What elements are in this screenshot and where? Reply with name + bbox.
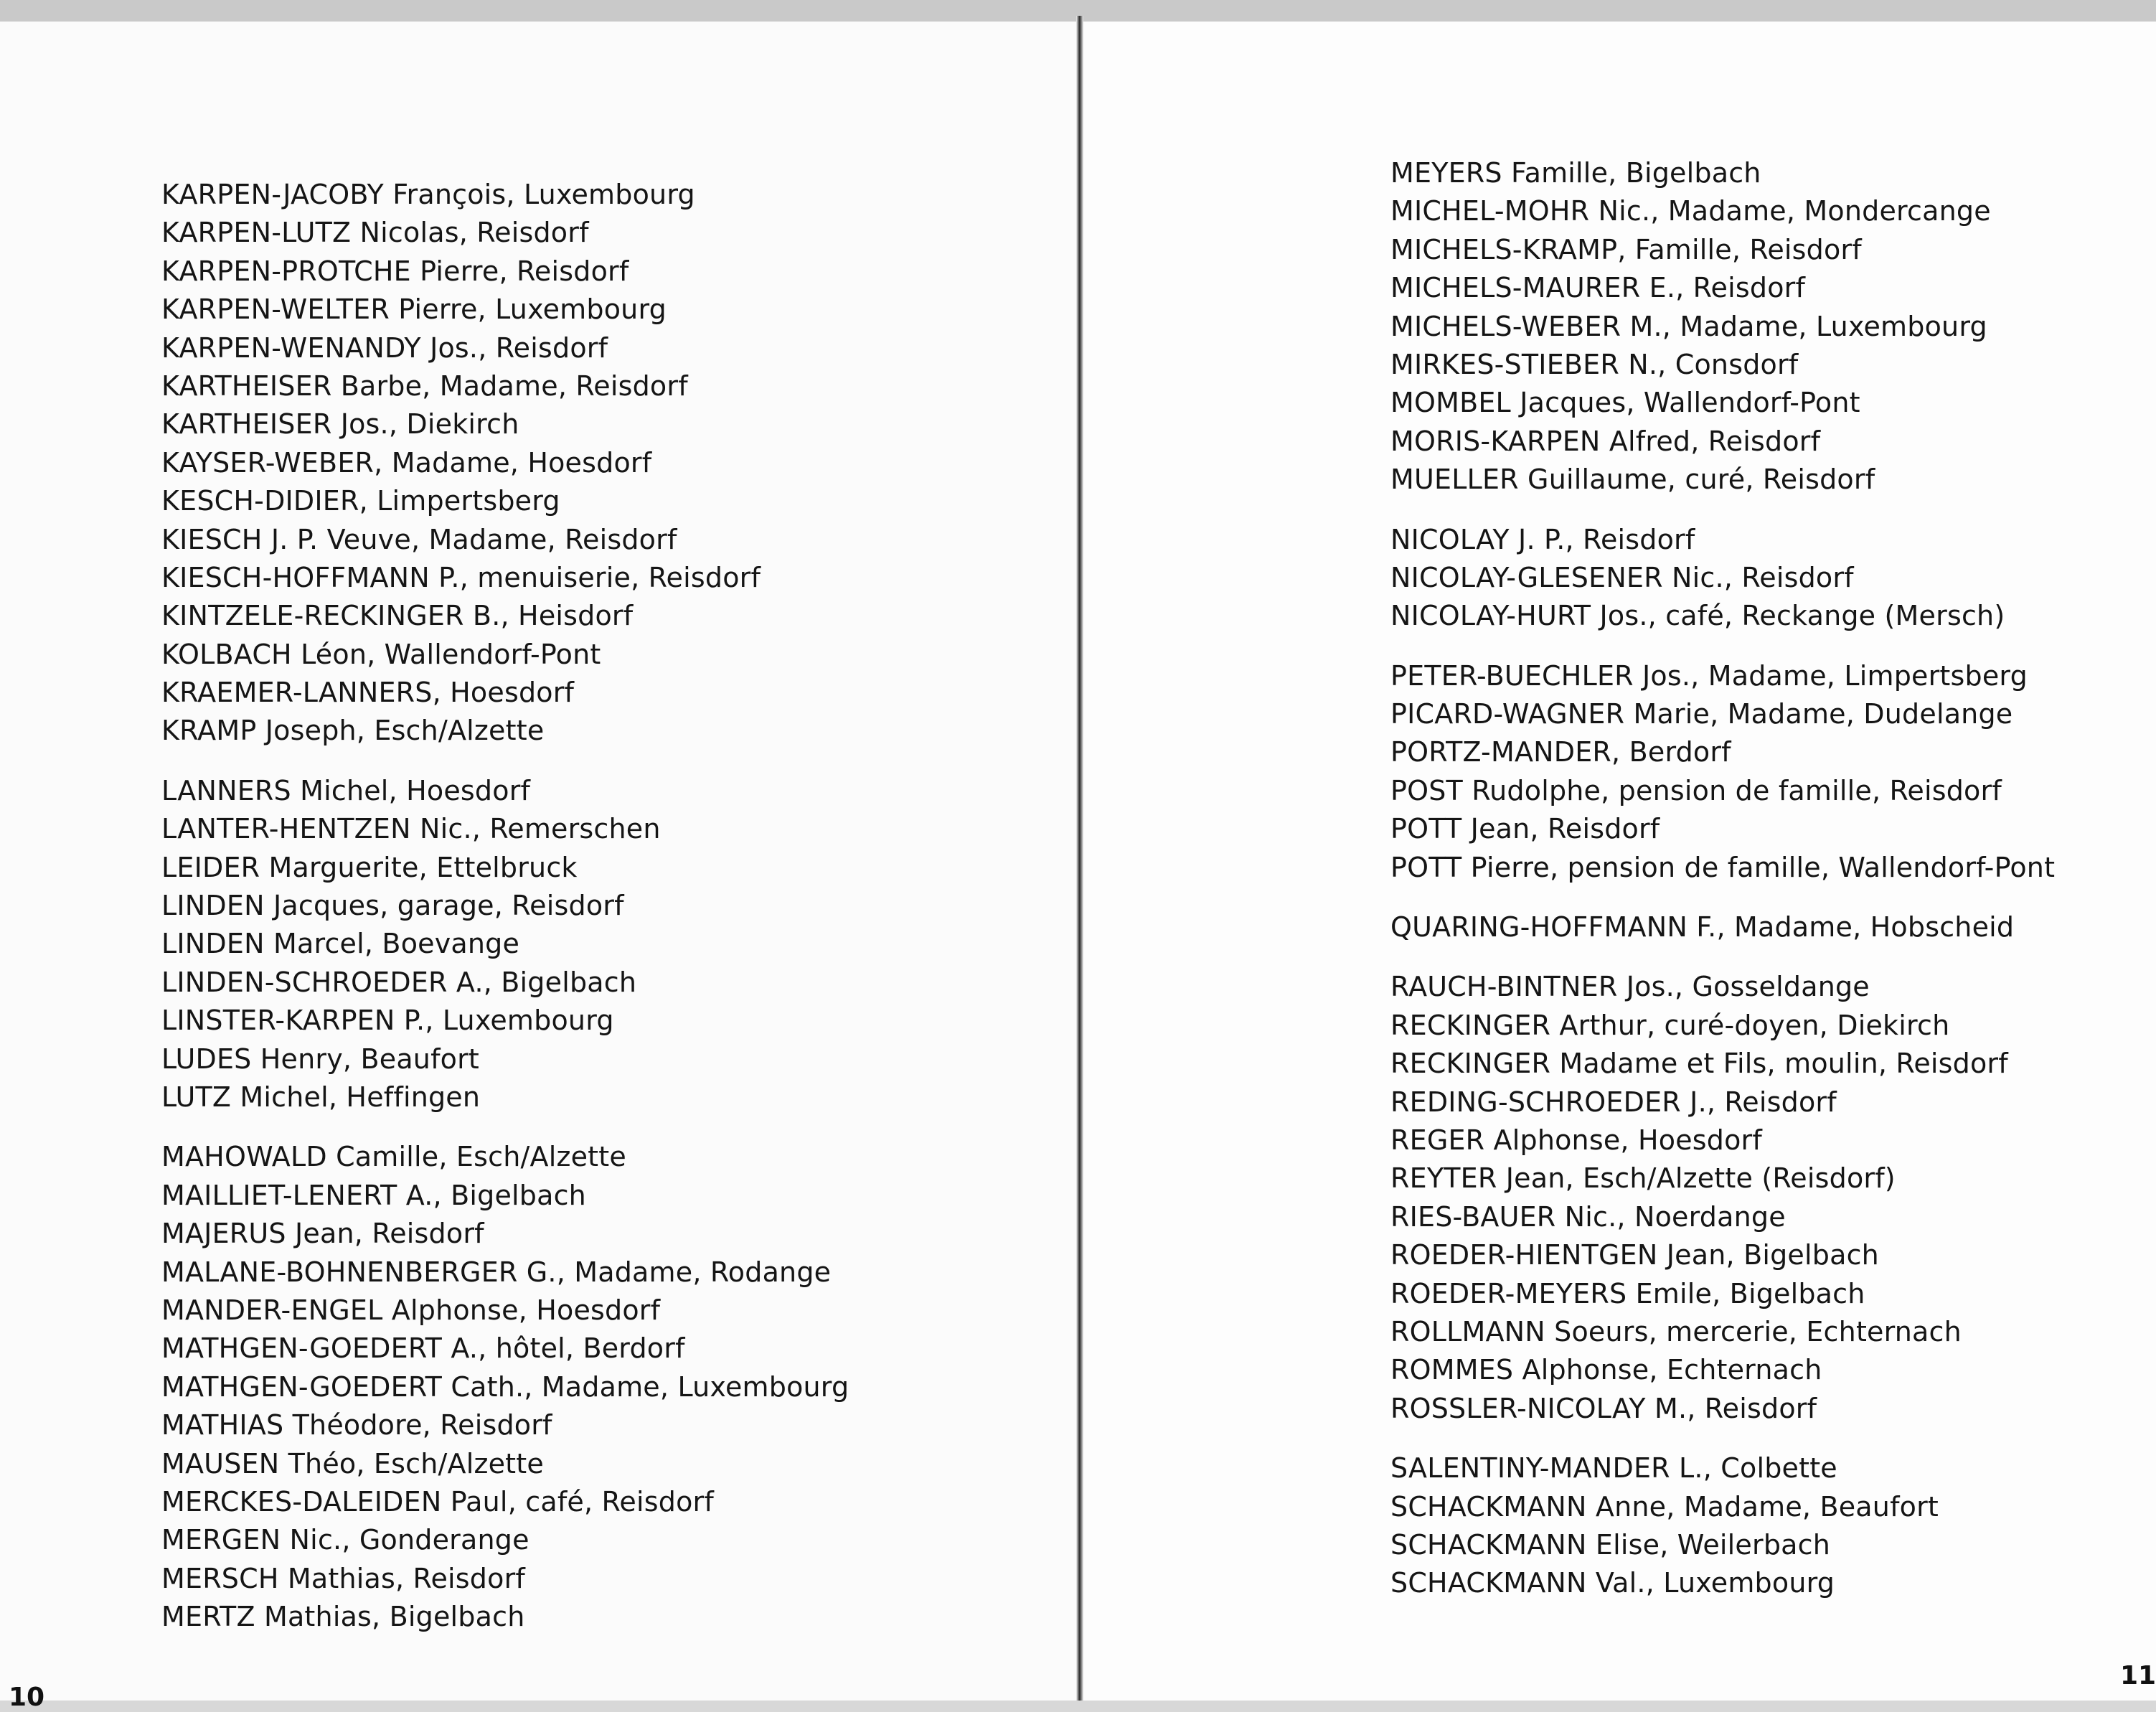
list-item: RECKINGER Arthur, curé-doyen, Diekirch	[1390, 1009, 1950, 1041]
left-page	[0, 22, 1082, 1712]
list-item: ROEDER-HIENTGEN Jean, Bigelbach	[1390, 1239, 1879, 1271]
page-number-right: 11	[2120, 1661, 2156, 1690]
list-item: KINTZELE-RECKINGER B., Heisdorf	[161, 600, 634, 632]
list-item: MICHELS-MAURER E., Reisdorf	[1390, 272, 1806, 304]
list-item: ROLLMANN Soeurs, mercerie, Echternach	[1390, 1315, 1962, 1348]
letter-group-s	[1390, 1449, 2055, 1603]
list-item: PORTZ-MANDER, Berdorf	[1390, 736, 1731, 768]
list-item: KOLBACH Léon, Wallendorf-Pont	[161, 638, 601, 670]
list-item: LINSTER-KARPEN P., Luxembourg	[161, 1005, 614, 1037]
list-item: PETER-BUECHLER Jos., Madame, Limpertsberg	[1390, 659, 2028, 692]
list-item: KARPEN-LUTZ Nicolas, Reisdorf	[161, 217, 589, 249]
list-item: POTT Pierre, pension de famille, Wallendorf-Pont	[1390, 851, 2056, 883]
letter-group-q	[1390, 908, 2055, 946]
page-number-left: 10	[9, 1683, 45, 1712]
list-item: MATHGEN-GOEDERT A., hôtel, Berdorf	[161, 1332, 685, 1365]
book-spine-fold	[1076, 16, 1083, 1701]
list-item: RAUCH-BINTNER Jos., Gosseldange	[1390, 971, 1870, 1003]
list-item: MATHIAS Théodore, Reisdorf	[161, 1409, 552, 1441]
list-item: MAILLIET-LENERT A., Bigelbach	[161, 1179, 586, 1211]
list-item: MOMBEL Jacques, Wallendorf-Pont	[1390, 387, 1860, 419]
list-item: KARPEN-JACOBY François, Luxembourg	[161, 179, 695, 210]
list-item: KARPEN-WENANDY Jos., Reisdorf	[161, 331, 608, 364]
list-item: NICOLAY-GLESENER Nic., Reisdorf	[1390, 561, 1854, 593]
letter-group-m	[161, 1138, 849, 1636]
list-item: REGER Alphonse, Hoesdorf	[1390, 1124, 1762, 1156]
list-item: LANNERS Michel, Hoesdorf	[161, 774, 531, 806]
list-item: ROEDER-MEYERS Emile, Bigelbach	[1390, 1277, 1865, 1309]
list-item: MAUSEN Théo, Esch/Alzette	[161, 1447, 544, 1480]
list-item: SCHACKMANN Val., Luxembourg	[1390, 1567, 1835, 1599]
list-item: MATHGEN-GOEDERT Cath., Madame, Luxembourg	[161, 1370, 849, 1403]
list-item: SCHACKMANN Anne, Madame, Beaufort	[1390, 1490, 1939, 1523]
letter-group-m	[1390, 154, 2055, 499]
list-item: LUTZ Michel, Heffingen	[161, 1081, 481, 1113]
list-item: ROMMES Alphonse, Echternach	[1390, 1354, 1822, 1386]
list-item: KAYSER-WEBER, Madame, Hoesdorf	[161, 446, 652, 479]
list-item: MERTZ Mathias, Bigelbach	[161, 1601, 525, 1633]
list-item: KRAMP Joseph, Esch/Alzette	[161, 715, 545, 747]
list-item: MERCKES-DALEIDEN Paul, café, Reisdorf	[161, 1485, 714, 1518]
left-name-list	[161, 176, 849, 1657]
list-item: SALENTINY-MANDER L., Colbette	[1390, 1452, 1837, 1485]
list-item: LANTER-HENTZEN Nic., Remerschen	[161, 813, 661, 845]
list-item: LEIDER Marguerite, Ettelbruck	[161, 851, 578, 883]
list-item: KRAEMER-LANNERS, Hoesdorf	[161, 677, 575, 709]
list-item: MERSCH Mathias, Reisdorf	[161, 1562, 525, 1594]
list-item: RECKINGER Madame et Fils, moulin, Reisdorf	[1390, 1048, 2008, 1080]
list-item: MUELLER Guillaume, curé, Reisdorf	[1390, 464, 1875, 496]
list-item: MICHELS-KRAMP, Famille, Reisdorf	[1390, 233, 1862, 265]
list-item: MAJERUS Jean, Reisdorf	[161, 1218, 484, 1250]
list-item: KARTHEISER Jos., Diekirch	[161, 408, 519, 441]
list-item: KARPEN-WELTER Pierre, Luxembourg	[161, 293, 667, 326]
list-item: MIRKES-STIEBER N., Consdorf	[1390, 348, 1799, 380]
list-item: MORIS-KARPEN Alfred, Reisdorf	[1390, 425, 1821, 457]
list-item: KESCH-DIDIER, Limpertsberg	[161, 485, 560, 517]
list-item: KARPEN-PROTCHE Pierre, Reisdorf	[161, 255, 629, 287]
list-item: REYTER Jean, Esch/Alzette (Reisdorf)	[1390, 1162, 1896, 1195]
list-item: REDING-SCHROEDER J., Reisdorf	[1390, 1086, 1837, 1118]
list-item: LUDES Henry, Beaufort	[161, 1043, 480, 1075]
list-item: MICHELS-WEBER M., Madame, Luxembourg	[1390, 310, 1987, 342]
letter-group-l	[161, 772, 849, 1117]
list-item: MICHEL-MOHR Nic., Madame, Mondercange	[1390, 195, 1991, 227]
list-item: MAHOWALD Camille, Esch/Alzette	[161, 1141, 626, 1173]
letter-group-k	[161, 176, 849, 751]
letter-group-p	[1390, 657, 2055, 887]
list-item: POTT Jean, Reisdorf	[1390, 813, 1660, 845]
list-item: MEYERS Famille, Bigelbach	[1390, 157, 1761, 189]
list-item: KIESCH-HOFFMANN P., menuiserie, Reisdorf	[161, 561, 761, 593]
list-item: ROSSLER-NICOLAY M., Reisdorf	[1390, 1392, 1817, 1424]
right-name-list	[1390, 154, 2055, 1624]
letter-group-n	[1390, 521, 2055, 636]
list-item: NICOLAY J. P., Reisdorf	[1390, 523, 1695, 555]
list-item: LINDEN-SCHROEDER A., Bigelbach	[161, 966, 637, 998]
list-item: RIES-BAUER Nic., Noerdange	[1390, 1200, 1786, 1233]
list-item: MERGEN Nic., Gonderange	[161, 1524, 529, 1556]
list-item: LINDEN Marcel, Boevange	[161, 928, 520, 960]
list-item: SCHACKMANN Elise, Weilerbach	[1390, 1528, 1831, 1561]
list-item: POST Rudolphe, pension de famille, Reisdorf	[1390, 774, 2002, 806]
list-item: NICOLAY-HURT Jos., café, Reckange (Mersch)	[1390, 600, 2005, 632]
list-item: QUARING-HOFFMANN F., Madame, Hobscheid	[1390, 911, 2015, 944]
list-item: LINDEN Jacques, garage, Reisdorf	[161, 890, 624, 922]
letter-group-r	[1390, 968, 2055, 1428]
list-item: PICARD-WAGNER Marie, Madame, Dudelange	[1390, 698, 2013, 730]
list-item: KIESCH J. P. Veuve, Madame, Reisdorf	[161, 523, 677, 555]
list-item: MANDER-ENGEL Alphonse, Hoesdorf	[161, 1294, 661, 1326]
list-item: MALANE-BOHNENBERGER G., Madame, Rodange	[161, 1256, 832, 1288]
list-item: KARTHEISER Barbe, Madame, Reisdorf	[161, 370, 688, 402]
